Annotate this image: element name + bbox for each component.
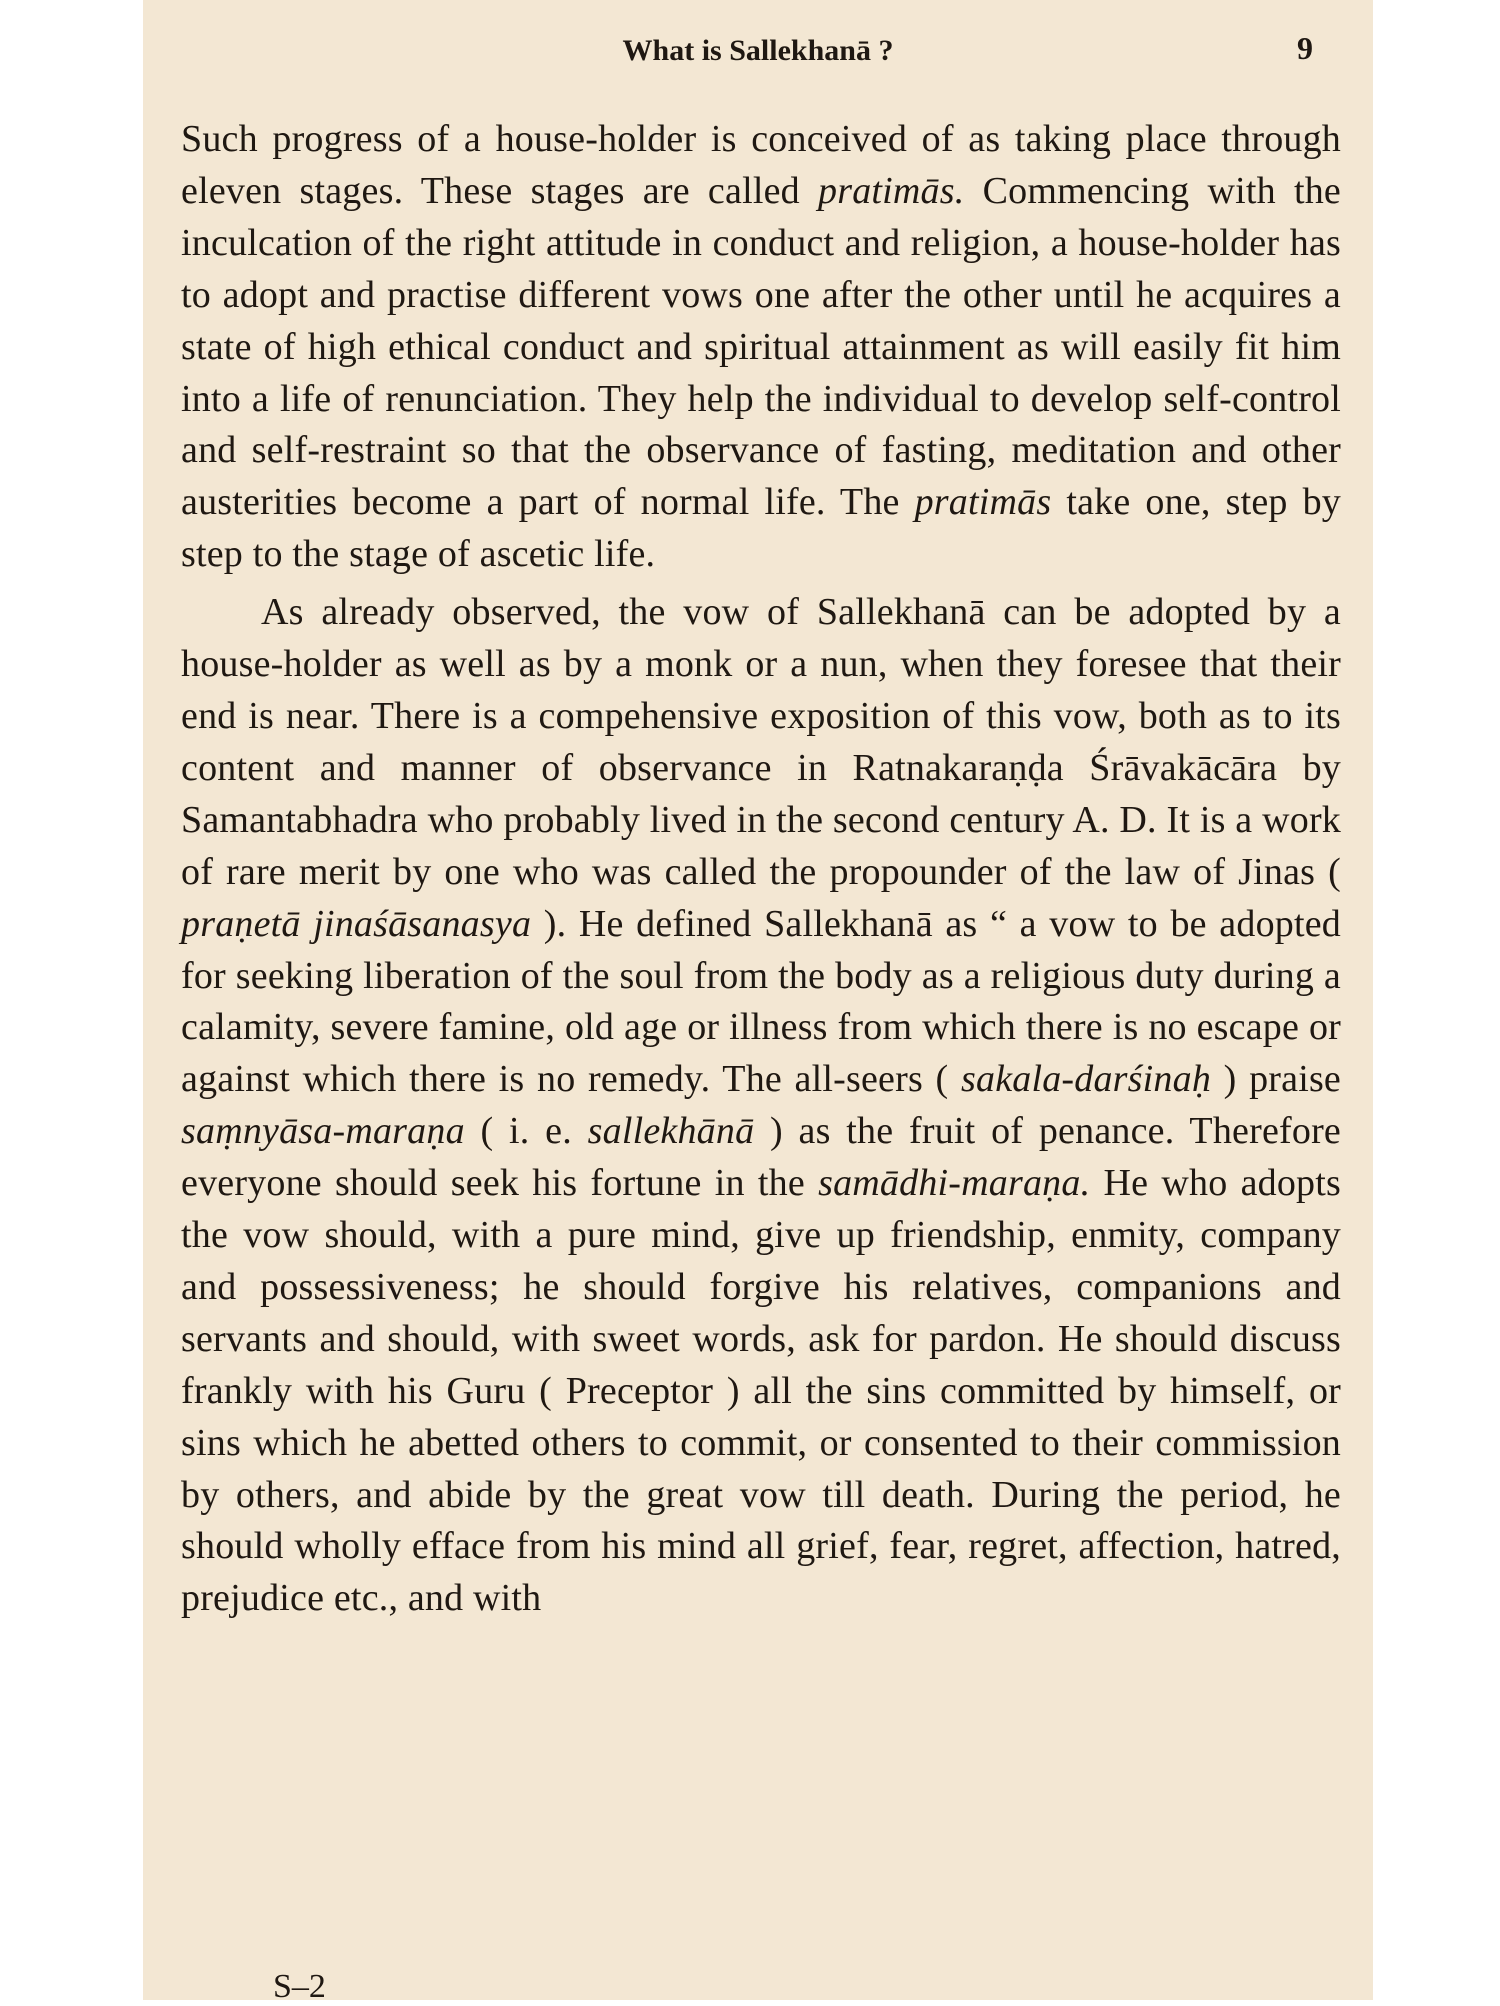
text-run: He who adopts the vow should, with a pure mind, give up friendship, enmity, company and possessiveness; he should forgive his relatives, companions and servants and should, with sweet words, ask for pardon. He should discuss frankly with his Guru ( Preceptor ) all the sins committed by himself, or sins which he abetted others to commit, or consented to their commission by others, and abide by the great vow till death. During the period, he should wholly efface from his mind all grief, fear, regret, affection, hatred, prejudice etc., and with xyxy=(181,1162,1342,1620)
text-run: Such progress of a house-holder is conceived of as taking place through eleven stages. These stages are called xyxy=(181,118,1341,212)
text-run: ) as the fruit of penance. Therefore everyone should seek his fortune in the xyxy=(181,1110,1341,1205)
italic-term: pratimās xyxy=(914,481,1052,524)
page-number: 9 xyxy=(1297,30,1313,66)
text-run: ) praise xyxy=(1211,1058,1342,1101)
text-run: As already observed, the vow of Sallekhanā can be adopted by a house-holder as well as by a monk or a nun, when they foresee that their end is near. There is a compehensive exposition of this vow, both as to its content and manner of observance in Ratnakaraṇḍa Śrāvakācāra by Samantabhadra who probably lived in the second century A. D. It is a work of rare merit by one who was called the propounder of the law of Jinas ( xyxy=(181,591,1341,893)
italic-term: pratimās. xyxy=(818,169,965,212)
text-run: take one, step by step to the stage of ascetic life. xyxy=(181,481,1341,576)
book-page xyxy=(143,0,1373,2005)
italic-term: praṇetā jinaśāsanasya xyxy=(181,902,532,945)
italic-term: saṃnyāsa-maraṇa xyxy=(181,1110,465,1153)
paragraph-1 xyxy=(181,114,1341,581)
text-run: ). He defined Sallekhanā as “ a vow to be adopted for seeking liberation of the soul from the body as a religious duty during a calamity, severe famine, old age or illness from which there is no escape or against which there is no remedy. The all-seers ( xyxy=(181,902,1341,1101)
italic-term: sallekhānā xyxy=(587,1110,755,1153)
italic-term: samādhi-maraṇa. xyxy=(818,1162,1091,1205)
paragraph-2 xyxy=(181,587,1341,1625)
text-run: ( i. e. xyxy=(464,1110,588,1153)
body-text xyxy=(181,114,1341,1625)
text-run: Commencing with the inculcation of the right attitude in conduct and religion, a house-holder has to adopt and practise different vows one after the other until he acquires a state of high ethical conduct and spiritual attainment as will easily fit him into a life of renunciation. They help the individual to develop self-control and self-restraint so that the observance of fasting, meditation and other austerities become a part of normal life. The xyxy=(181,169,1341,524)
signature-mark: S–2 xyxy=(273,1968,326,2005)
italic-term: sakala-darśinaḥ xyxy=(961,1058,1212,1101)
running-title: What is Sallekhanā ? xyxy=(622,34,894,67)
